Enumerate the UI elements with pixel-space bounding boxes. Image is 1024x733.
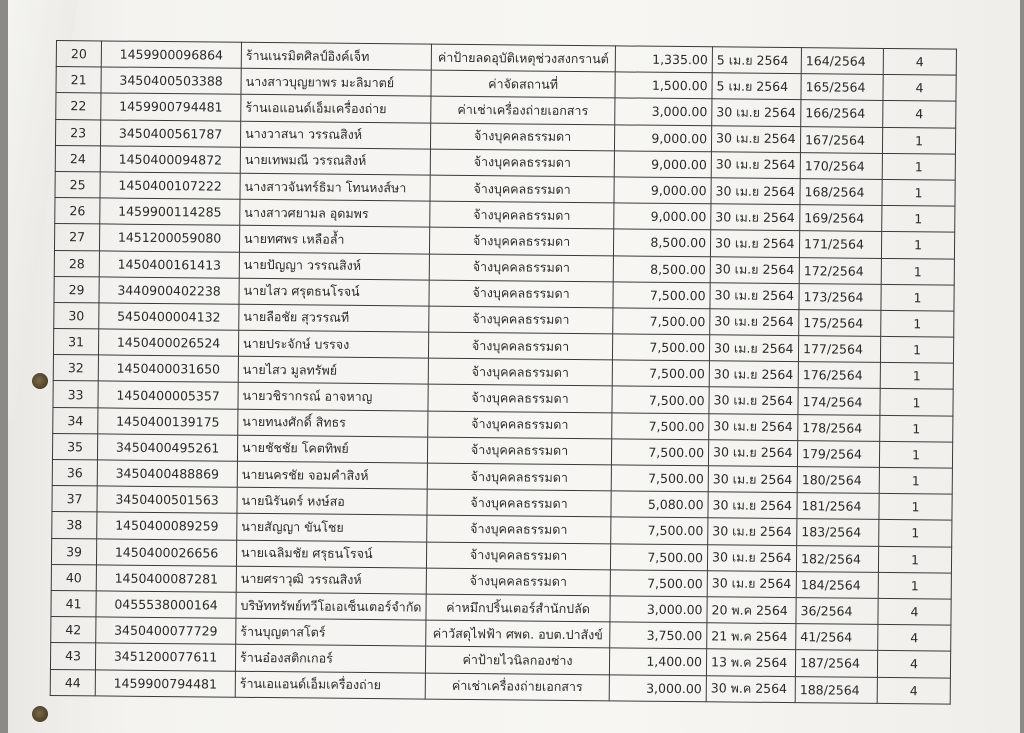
amount-cell: 9,000.00 bbox=[614, 177, 711, 204]
type-code-cell: 1 bbox=[881, 258, 954, 285]
amount-cell: 7,500.00 bbox=[612, 386, 709, 413]
row-number-cell: 36 bbox=[52, 459, 97, 486]
row-number-cell: 32 bbox=[53, 355, 98, 382]
date-cell: 30 เม.ย 2564 bbox=[710, 230, 799, 257]
payee-name-cell: นายนครชัย จอมคำสิงห์ bbox=[237, 461, 427, 489]
payee-name-cell: นายเฉลิมชัย ศรุธนโรจน์ bbox=[236, 540, 426, 568]
payee-name-cell: นางสาวจันทร์ธิมา โทนหงส์ษา bbox=[240, 173, 430, 201]
ledger-body bbox=[50, 41, 956, 704]
type-code-cell: 1 bbox=[880, 363, 953, 390]
amount-cell: 3,000.00 bbox=[610, 596, 707, 623]
amount-cell: 7,500.00 bbox=[612, 412, 709, 439]
amount-cell: 3,000.00 bbox=[609, 674, 706, 701]
row-number-cell: 41 bbox=[51, 590, 96, 617]
row-number-cell: 26 bbox=[55, 198, 100, 225]
description-cell: จ้างบุคคลธรรมดา bbox=[427, 515, 611, 543]
reference-number-cell: 184/2564 bbox=[796, 571, 878, 598]
tax-id-cell: 0455538000164 bbox=[96, 591, 236, 619]
date-cell: 30 เม.ย 2564 bbox=[708, 466, 797, 493]
amount-cell: 7,500.00 bbox=[610, 570, 707, 597]
tax-id-cell: 1450400089259 bbox=[97, 512, 237, 540]
row-number-cell: 39 bbox=[51, 538, 96, 565]
type-code-cell: 1 bbox=[879, 494, 952, 521]
reference-number-cell: 168/2564 bbox=[800, 179, 882, 206]
date-cell: 21 พ.ค 2564 bbox=[707, 623, 796, 650]
reference-number-cell: 169/2564 bbox=[800, 205, 882, 232]
type-code-cell: 1 bbox=[882, 153, 955, 180]
description-cell: จ้างบุคคลธรรมดา bbox=[428, 332, 612, 360]
type-code-cell: 4 bbox=[878, 598, 951, 625]
date-cell: 30 เม.ย 2564 bbox=[709, 335, 798, 362]
payee-name-cell: ร้านเอแอนด์เอ็มเครื่องถ่าย bbox=[235, 671, 425, 699]
row-number-cell: 29 bbox=[54, 276, 99, 303]
reference-number-cell: 183/2564 bbox=[797, 519, 879, 546]
type-code-cell: 4 bbox=[878, 625, 951, 652]
payee-name-cell: นายไสว มูลทรัพย์ bbox=[238, 357, 428, 385]
payee-name-cell: นายปัญญา วรรณสิงห์ bbox=[239, 252, 429, 280]
date-cell: 30 เม.ย 2564 bbox=[711, 204, 800, 231]
description-cell: จ้างบุคคลธรรมดา bbox=[430, 149, 614, 177]
reference-number-cell: 36/2564 bbox=[796, 598, 878, 625]
amount-cell: 7,500.00 bbox=[611, 465, 708, 492]
reference-number-cell: 178/2564 bbox=[798, 414, 880, 441]
date-cell: 30 เม.ย 2564 bbox=[709, 387, 798, 414]
payee-name-cell: ร้านเนรมิตศิลป์อิงค์เจ็ท bbox=[241, 42, 431, 70]
row-number-cell: 40 bbox=[51, 564, 96, 591]
reference-number-cell: 182/2564 bbox=[796, 545, 878, 572]
reference-number-cell: 165/2564 bbox=[801, 74, 883, 101]
date-cell: 30 เม.ย 2564 bbox=[710, 256, 799, 283]
tax-id-cell: 1450400026656 bbox=[96, 538, 236, 566]
date-cell: 30 เม.ย 2564 bbox=[711, 178, 800, 205]
date-cell: 30 เม.ย 2564 bbox=[711, 152, 800, 179]
amount-cell: 1,500.00 bbox=[615, 72, 712, 99]
description-cell: จ้างบุคคลธรรมดา bbox=[430, 201, 614, 229]
payee-name-cell: นายเทพมณี วรรณสิงห์ bbox=[240, 147, 430, 175]
amount-cell: 1,335.00 bbox=[615, 46, 712, 73]
date-cell: 30 เม.ย 2564 bbox=[708, 440, 797, 467]
payee-name-cell: นายไสว ศรุตธนโรจน์ bbox=[239, 278, 429, 306]
date-cell: 30 เม.ย 2564 bbox=[710, 309, 799, 336]
amount-cell: 1,400.00 bbox=[609, 648, 706, 675]
payee-name-cell: นายทนงศักดิ์ สิทธร bbox=[238, 409, 428, 437]
description-cell: จ้างบุคคลธรรมดา bbox=[428, 358, 612, 386]
reference-number-cell: 167/2564 bbox=[800, 126, 882, 153]
tax-id-cell: 3450400495261 bbox=[97, 434, 237, 462]
description-cell: จ้างบุคคลธรรมดา bbox=[429, 254, 613, 282]
row-number-cell: 38 bbox=[52, 512, 97, 539]
reference-number-cell: 187/2564 bbox=[795, 650, 877, 677]
payee-name-cell: ร้านเอแอนด์เอ็มเครื่องถ่าย bbox=[241, 95, 431, 123]
tax-id-cell: 1459900794481 bbox=[101, 93, 241, 121]
description-cell: จ้างบุคคลธรรมดา bbox=[427, 463, 611, 491]
date-cell: 30 เม.ย 2564 bbox=[708, 492, 797, 519]
payee-name-cell: นายทศพร เหลือล้ำ bbox=[239, 226, 429, 254]
type-code-cell: 1 bbox=[880, 336, 953, 363]
amount-cell: 7,500.00 bbox=[613, 282, 710, 309]
date-cell: 30 เม.ย 2564 bbox=[712, 99, 801, 126]
type-code-cell: 4 bbox=[883, 48, 956, 75]
row-number-cell: 21 bbox=[56, 67, 101, 94]
description-cell: ค่าจัดสถานที่ bbox=[431, 70, 615, 98]
type-code-cell: 1 bbox=[882, 179, 955, 206]
row-number-cell: 22 bbox=[56, 93, 101, 120]
tax-id-cell: 5450400004132 bbox=[99, 303, 239, 331]
row-number-cell: 30 bbox=[54, 302, 99, 329]
tax-id-cell: 3450400503388 bbox=[101, 67, 241, 95]
punch-hole bbox=[32, 373, 48, 389]
type-code-cell: 1 bbox=[882, 127, 955, 154]
type-code-cell: 1 bbox=[878, 572, 951, 599]
type-code-cell: 4 bbox=[877, 651, 950, 678]
tax-id-cell: 1450400139175 bbox=[98, 408, 238, 436]
tax-id-cell: 1450400094872 bbox=[100, 146, 240, 174]
amount-cell: 7,500.00 bbox=[612, 360, 709, 387]
row-number-cell: 34 bbox=[53, 407, 98, 434]
type-code-cell: 1 bbox=[881, 310, 954, 337]
amount-cell: 7,500.00 bbox=[612, 334, 709, 361]
row-number-cell: 43 bbox=[50, 643, 95, 670]
tax-id-cell: 3451200077611 bbox=[95, 643, 235, 671]
payee-name-cell: นายวชิรากรณ์ อาจหาญ bbox=[238, 383, 428, 411]
row-number-cell: 28 bbox=[54, 250, 99, 277]
reference-number-cell: 171/2564 bbox=[799, 231, 881, 258]
tax-id-cell: 1459900794481 bbox=[95, 669, 235, 697]
amount-cell: 7,500.00 bbox=[610, 543, 707, 570]
description-cell: จ้างบุคคลธรรมดา bbox=[429, 306, 613, 334]
payee-name-cell: บริษัททรัพย์ทวีโอเอเซ็นเตอร์จำกัด bbox=[236, 592, 426, 620]
tax-id-cell: 1450400031650 bbox=[98, 355, 238, 383]
tax-id-cell: 1450400026524 bbox=[98, 329, 238, 357]
description-cell: จ้างบุคคลธรรมดา bbox=[429, 227, 613, 255]
description-cell: จ้างบุคคลธรรมดา bbox=[428, 411, 612, 439]
description-cell: ค่าป้ายลดอุบัติเหตุช่วงสงกรานต์ bbox=[431, 44, 615, 72]
payee-name-cell: นางสาวบุญยาพร มะลิมาตย์ bbox=[241, 68, 431, 96]
payee-name-cell: นายศราวุฒิ วรรณสิงห์ bbox=[236, 566, 426, 594]
row-number-cell: 25 bbox=[55, 171, 100, 198]
reference-number-cell: 164/2564 bbox=[801, 48, 883, 75]
date-cell: 30 เม.ย 2564 bbox=[710, 282, 799, 309]
payee-name-cell: นางสาวศยามล อุดมพร bbox=[240, 199, 430, 227]
description-cell: ค่าเช่าเครื่องถ่ายเอกสาร bbox=[425, 673, 609, 701]
description-cell: จ้างบุคคลธรรมดา bbox=[427, 489, 611, 517]
row-number-cell: 44 bbox=[50, 669, 95, 696]
date-cell: 13 พ.ค 2564 bbox=[706, 649, 795, 676]
payment-ledger-table bbox=[50, 40, 957, 704]
type-code-cell: 1 bbox=[879, 520, 952, 547]
amount-cell: 8,500.00 bbox=[613, 255, 710, 282]
payee-name-cell: นายประจักษ์ บรรจง bbox=[238, 330, 428, 358]
amount-cell: 5,080.00 bbox=[611, 491, 708, 518]
row-number-cell: 27 bbox=[54, 224, 99, 251]
tax-id-cell: 1459900096864 bbox=[101, 41, 241, 69]
row-number-cell: 37 bbox=[52, 486, 97, 513]
date-cell: 30 เม.ย 2564 bbox=[707, 544, 796, 571]
amount-cell: 8,500.00 bbox=[613, 229, 710, 256]
reference-number-cell: 179/2564 bbox=[797, 440, 879, 467]
description-cell: จ้างบุคคลธรรมดา bbox=[430, 123, 614, 151]
row-number-cell: 20 bbox=[56, 41, 101, 68]
tax-id-cell: 3450400488869 bbox=[97, 460, 237, 488]
reference-number-cell: 41/2564 bbox=[796, 624, 878, 651]
row-number-cell: 35 bbox=[52, 433, 97, 460]
tax-id-cell: 1451200059080 bbox=[99, 224, 239, 252]
date-cell: 30 เม.ย 2564 bbox=[709, 413, 798, 440]
description-cell: จ้างบุคคลธรรมดา bbox=[428, 385, 612, 413]
row-number-cell: 23 bbox=[55, 119, 100, 146]
reference-number-cell: 172/2564 bbox=[799, 257, 881, 284]
date-cell: 5 เม.ย 2564 bbox=[712, 73, 801, 100]
amount-cell: 3,000.00 bbox=[615, 98, 712, 125]
type-code-cell: 1 bbox=[879, 441, 952, 468]
punch-hole bbox=[32, 706, 48, 722]
reference-number-cell: 173/2564 bbox=[799, 283, 881, 310]
date-cell: 5 เม.ย 2564 bbox=[712, 47, 801, 74]
description-cell: ค่าหมึกปริ้นเตอร์สำนักปลัด bbox=[426, 594, 610, 622]
type-code-cell: 1 bbox=[879, 467, 952, 494]
row-number-cell: 31 bbox=[53, 329, 98, 356]
description-cell: จ้างบุคคลธรรมดา bbox=[429, 280, 613, 308]
tax-id-cell: 3440900402238 bbox=[99, 277, 239, 305]
tax-id-cell: 3450400561787 bbox=[100, 119, 240, 147]
type-code-cell: 4 bbox=[883, 101, 956, 128]
reference-number-cell: 175/2564 bbox=[799, 310, 881, 337]
reference-number-cell: 174/2564 bbox=[798, 388, 880, 415]
payee-name-cell: ร้านบุญตาสโตร์ bbox=[236, 618, 426, 646]
type-code-cell: 1 bbox=[878, 546, 951, 573]
reference-number-cell: 181/2564 bbox=[797, 493, 879, 520]
description-cell: จ้างบุคคลธรรมดา bbox=[427, 437, 611, 465]
date-cell: 30 เม.ย 2564 bbox=[707, 571, 796, 598]
description-cell: ค่าวัสดุไฟฟ้า ศพด. อบต.ปาสังข์ bbox=[426, 620, 610, 648]
type-code-cell: 4 bbox=[883, 75, 956, 102]
amount-cell: 9,000.00 bbox=[614, 151, 711, 178]
payee-name-cell: นายลือชัย สุวรรณที bbox=[239, 304, 429, 332]
reference-number-cell: 170/2564 bbox=[800, 152, 882, 179]
tax-id-cell: 3450400501563 bbox=[97, 486, 237, 514]
date-cell: 30 เม.ย 2564 bbox=[709, 361, 798, 388]
amount-cell: 7,500.00 bbox=[611, 517, 708, 544]
payee-name-cell: นางวาสนา วรรณสิงห์ bbox=[240, 121, 430, 149]
amount-cell: 7,500.00 bbox=[613, 308, 710, 335]
type-code-cell: 4 bbox=[877, 677, 950, 704]
payee-name-cell: นายสัญญา ขันโชย bbox=[237, 514, 427, 542]
tax-id-cell: 3450400077729 bbox=[96, 617, 236, 645]
amount-cell: 7,500.00 bbox=[611, 439, 708, 466]
payee-name-cell: นายชัชชัย โคตทิพย์ bbox=[237, 435, 427, 463]
payee-name-cell: ร้านอ๋องสติกเกอร์ bbox=[235, 645, 425, 673]
amount-cell: 3,750.00 bbox=[610, 622, 707, 649]
reference-number-cell: 180/2564 bbox=[797, 467, 879, 494]
tax-id-cell: 1450400005357 bbox=[98, 381, 238, 409]
type-code-cell: 1 bbox=[880, 415, 953, 442]
date-cell: 30 เม.ย 2564 bbox=[711, 125, 800, 152]
reference-number-cell: 166/2564 bbox=[801, 100, 883, 127]
row-number-cell: 33 bbox=[53, 381, 98, 408]
description-cell: จ้างบุคคลธรรมดา bbox=[430, 175, 614, 203]
tax-id-cell: 1450400107222 bbox=[100, 172, 240, 200]
amount-cell: 9,000.00 bbox=[614, 124, 711, 151]
date-cell: 30 พ.ค 2564 bbox=[706, 675, 795, 702]
type-code-cell: 1 bbox=[881, 232, 954, 259]
payee-name-cell: นายนิรันดร์ หงษ์สอ bbox=[237, 487, 427, 515]
description-cell: ค่าป้ายไวนิลกองช่าง bbox=[425, 646, 609, 674]
reference-number-cell: 177/2564 bbox=[798, 336, 880, 363]
amount-cell: 9,000.00 bbox=[614, 203, 711, 230]
tax-id-cell: 1450400087281 bbox=[96, 565, 236, 593]
description-cell: จ้างบุคคลธรรมดา bbox=[426, 542, 610, 570]
row-number-cell: 42 bbox=[51, 617, 96, 644]
tax-id-cell: 1459900114285 bbox=[100, 198, 240, 226]
type-code-cell: 1 bbox=[881, 284, 954, 311]
reference-number-cell: 176/2564 bbox=[798, 362, 880, 389]
description-cell: ค่าเช่าเครื่องถ่ายเอกสาร bbox=[431, 96, 615, 124]
row-number-cell: 24 bbox=[55, 145, 100, 172]
tax-id-cell: 1450400161413 bbox=[99, 250, 239, 278]
type-code-cell: 1 bbox=[882, 206, 955, 233]
date-cell: 20 พ.ค 2564 bbox=[707, 597, 796, 624]
description-cell: จ้างบุคคลธรรมดา bbox=[426, 568, 610, 596]
type-code-cell: 1 bbox=[880, 389, 953, 416]
date-cell: 30 เม.ย 2564 bbox=[708, 518, 797, 545]
reference-number-cell: 188/2564 bbox=[795, 676, 877, 703]
